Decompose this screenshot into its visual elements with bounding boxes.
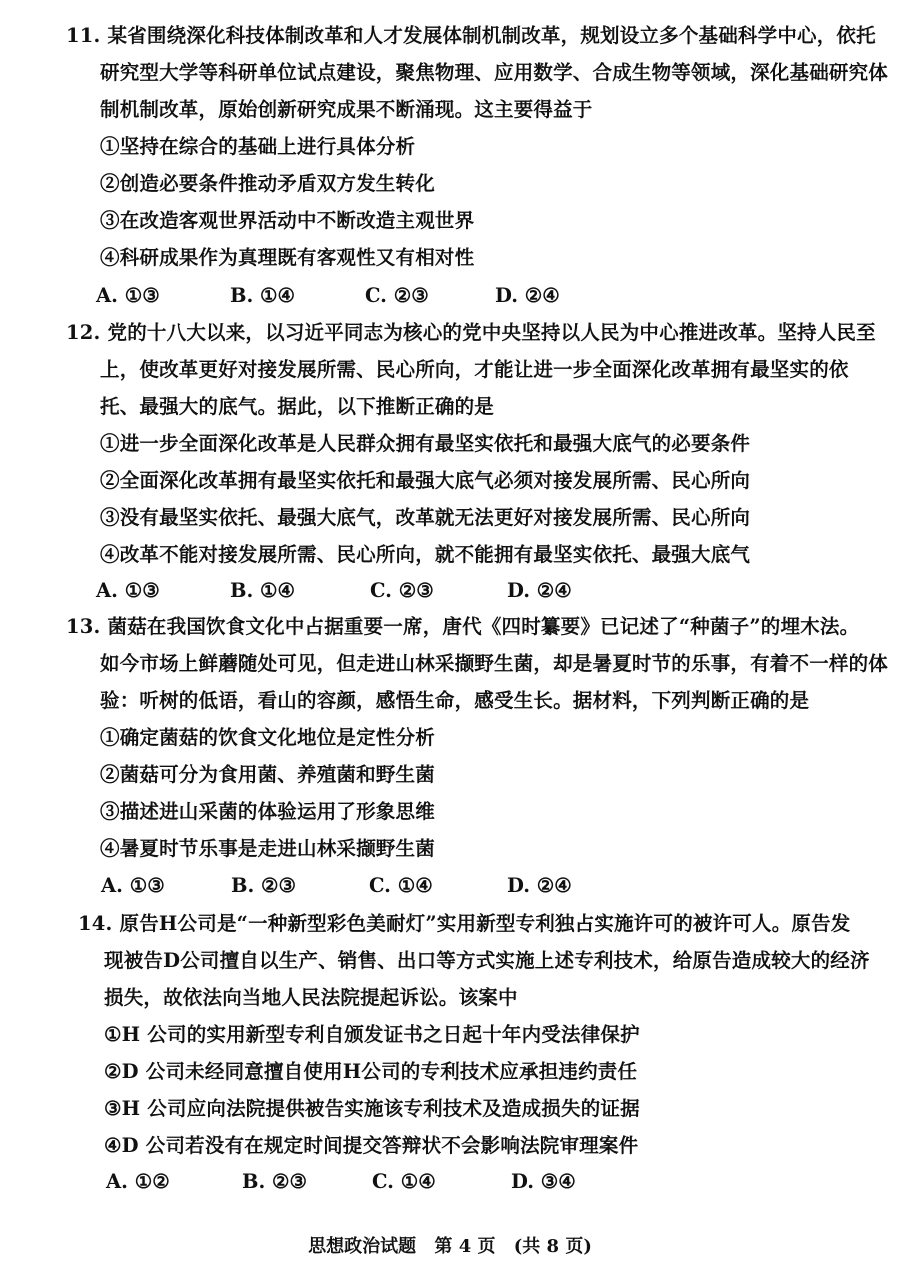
statement-4: ④改革不能对接发展所需、民心所向，就不能拥有最坚实依托、最强大底气 [100,543,751,566]
statement-4: ④科研成果作为真理既有客观性又有相对性 [100,246,475,269]
choice-b[interactable]: B. ①④ [230,284,296,307]
statement-3: ③没有最坚实依托、最强大底气，改革就无法更好对接发展所需、民心所向 [100,506,751,529]
page-footer [0,1232,900,1258]
statement-2: ②D 公司未经同意擅自使用H公司的专利技术应承担违约责任 [104,1060,638,1083]
question-number: 12. [66,321,101,344]
question-stem-line [66,321,876,345]
question-stem-line: 损失，故依法向当地人民法院提起诉讼。该案中 [104,986,518,1009]
stem-text: 党的十八大以来，以习近平同志为核心的党中央坚持以人民为中心推进改革。坚持人民至 [107,321,876,344]
statement-2: ②菌菇可分为食用菌、养殖菌和野生菌 [100,763,435,786]
question-stem-line: 研究型大学等科研单位试点建设，聚焦物理、应用数学、合成生物等领域，深化基础研究体 [100,61,889,84]
statement-4: ④D 公司若没有在规定时间提交答辩状不会影响法院审理案件 [104,1134,639,1157]
choice-c[interactable]: C. ②③ [370,579,434,602]
choice-d[interactable]: D. ②④ [507,579,572,602]
question-stem-line: 托、最强大的底气。据此，以下推断正确的是 [100,395,495,418]
choice-b[interactable]: B. ②③ [242,1170,308,1193]
question-number: 14. [78,912,113,935]
statement-1: ①H 公司的实用新型专利自颁发证书之日起十年内受法律保护 [104,1023,640,1046]
stem-text: 某省围绕深化科技体制改革和人才发展体制机制改革，规划设立多个基础科学中心，依托 [107,24,876,47]
question-stem-line [66,24,876,48]
footer-subject: 思想政治试题 [308,1236,417,1257]
choice-c[interactable]: C. ②③ [365,284,429,307]
choice-d[interactable]: D. ③④ [511,1170,576,1193]
choice-a[interactable]: A. ①③ [101,874,165,897]
question-stem-line: 制机制改革，原始创新研究成果不断涌现。这主要得益于 [100,98,593,121]
statement-2: ②创造必要条件推动矛盾双方发生转化 [100,172,435,195]
question-stem-line: 现被告D公司擅自以生产、销售、出口等方式实施上述专利技术，给原告造成较大的经济 [104,949,870,972]
statement-2: ②全面深化改革拥有最坚实依托和最强大底气必须对接发展所需、民心所向 [100,469,751,492]
question-number: 13. [66,615,101,638]
statement-3: ③H 公司应向法院提供被告实施该专利技术及造成损失的证据 [104,1097,640,1120]
choice-a[interactable]: A. ①② [106,1170,170,1193]
choice-c[interactable]: C. ①④ [372,1170,436,1193]
statement-1: ①进一步全面深化改革是人民群众拥有最坚实依托和最强大底气的必要条件 [100,432,751,455]
choice-c[interactable]: C. ①④ [369,874,433,897]
choice-a[interactable]: A. ①③ [96,284,160,307]
question-stem-line [66,615,859,639]
footer-total-pages: (共 8 页) [513,1236,592,1257]
statement-3: ③在改造客观世界活动中不断改造主观世界 [100,209,475,232]
statement-3: ③描述进山采菌的体验运用了形象思维 [100,800,435,823]
question-stem-line [78,912,851,936]
question-stem-line: 如今市场上鲜蘑随处可见，但走进山林采撷野生菌，却是暑夏时节的乐事，有着不一样的体 [100,652,889,675]
question-stem-line: 上，使改革更好对接发展所需、民心所向，才能让进一步全面深化改革拥有最坚实的依 [100,358,849,381]
choice-d[interactable]: D. ②④ [507,874,572,897]
statement-1: ①坚持在综合的基础上进行具体分析 [100,135,416,158]
choice-b[interactable]: B. ①④ [230,579,296,602]
stem-text: 菌菇在我国饮食文化中占据重要一席，唐代《四时纂要》已记述了“种菌子”的埋木法。 [107,615,860,638]
statement-1: ①确定菌菇的饮食文化地位是定性分析 [100,726,435,749]
choice-b[interactable]: B. ②③ [231,874,297,897]
choice-a[interactable]: A. ①③ [96,579,160,602]
stem-text: 原告H公司是“一种新型彩色美耐灯”实用新型专利独占实施许可的被许可人。原告发 [119,912,851,935]
statement-4: ④暑夏时节乐事是走进山林采撷野生菌 [100,837,435,860]
question-number: 11. [66,24,101,47]
choice-d[interactable]: D. ②④ [495,284,560,307]
question-stem-line: 验：听树的低语，看山的容颜，感悟生命，感受生长。据材料，下列判断正确的是 [100,689,810,712]
footer-page-number: 第 4 页 [434,1236,496,1257]
